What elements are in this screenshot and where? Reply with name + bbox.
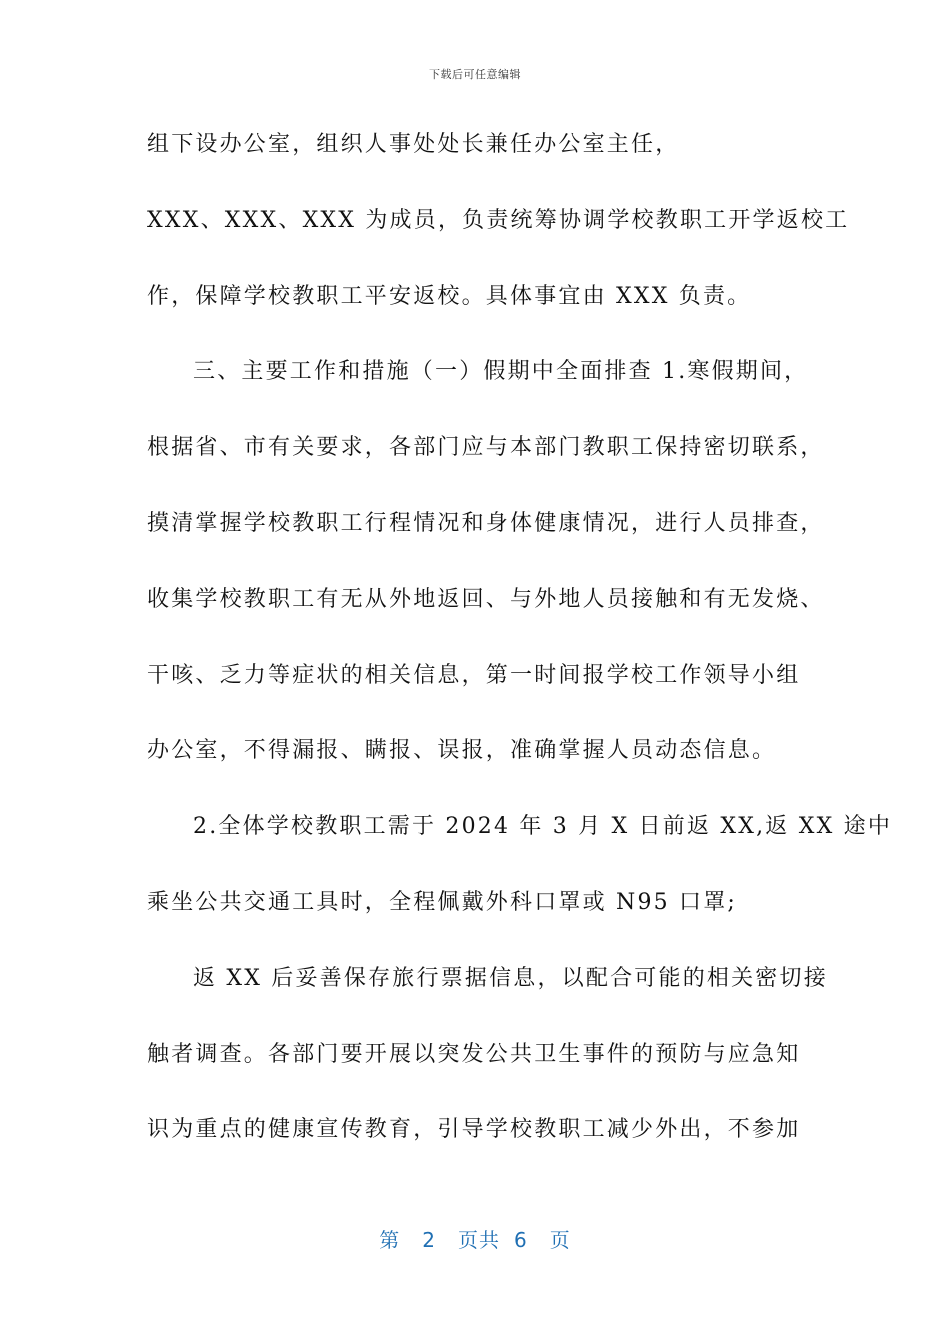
footer-middle: 页共 — [458, 1228, 500, 1252]
text-line: 摸清掌握学校教职工行程情况和身体健康情况，进行人员排查， — [147, 510, 825, 536]
footer-prefix: 第 — [379, 1228, 401, 1252]
section-heading-line: 三、主要工作和措施（一）假期中全面排查 1.寒假期间， — [193, 359, 809, 385]
text-line: 干咳、乏力等症状的相关信息，第一时间报学校工作领导小组 — [147, 662, 801, 688]
text-line: 办公室，不得漏报、瞒报、误报，准确掌握人员动态信息。 — [147, 738, 777, 764]
page-header: 下载后可任意编辑 — [429, 68, 521, 81]
text-line: 收集学校教职工有无从外地返回、与外地人员接触和有无发烧、 — [147, 586, 825, 612]
current-page-number: 2 — [422, 1228, 436, 1252]
text-line: XXX、XXX、XXX 为成员，负责统筹协调学校教职工开学返校工 — [147, 207, 850, 233]
text-line: 识为重点的健康宣传教育，引导学校教职工减少外出，不参加 — [147, 1117, 801, 1143]
footer-suffix: 页 — [549, 1228, 571, 1252]
text-line: 触者调查。各部门要开展以突发公共卫生事件的预防与应急知 — [147, 1041, 801, 1067]
document-body — [147, 126, 893, 1187]
text-line: 乘坐公共交通工具时，全程佩戴外科口罩或 N95 口罩; — [147, 889, 738, 915]
text-line: 2.全体学校教职工需于 2024 年 3 月 X 日前返 XX,返 XX 途中 — [193, 814, 893, 840]
total-page-number: 6 — [514, 1228, 528, 1252]
text-line: 作，保障学校教职工平安返校。具体事宜由 XXX 负责。 — [147, 283, 752, 309]
page-footer — [0, 1224, 950, 1253]
text-line: 组下设办公室，组织人事处处长兼任办公室主任， — [147, 132, 680, 157]
text-line: 返 XX 后妥善保存旅行票据信息，以配合可能的相关密切接 — [193, 965, 828, 991]
text-line: 根据省、市有关要求，各部门应与本部门教职工保持密切联系， — [147, 435, 825, 461]
